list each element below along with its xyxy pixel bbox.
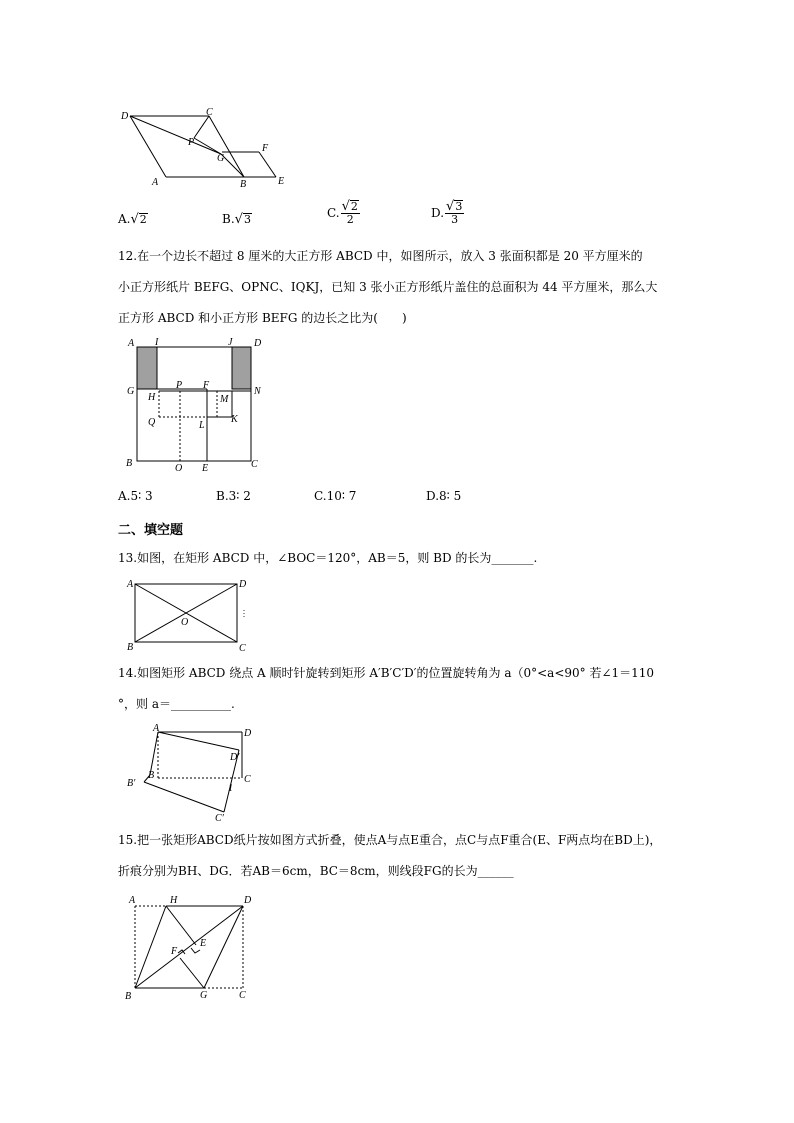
fig15-label-h: H xyxy=(170,895,178,906)
q15-answer-blank[interactable]: ______ xyxy=(477,864,514,878)
fig14-label-b-prime: B′ xyxy=(127,778,136,789)
fig15-label-e: E xyxy=(200,938,207,949)
q15-figure xyxy=(118,888,268,1003)
q14-line-2: °，则 a＝__________. xyxy=(118,697,235,711)
q11-option-b: B. √ 3 xyxy=(222,211,251,227)
fig12-label-a: A xyxy=(128,338,135,349)
q13-text: 13.如图，在矩形 ABCD 中，∠BOC＝120°，AB＝5，则 BD 的长为_______. xyxy=(118,551,538,565)
q14-answer-blank[interactable]: __________ xyxy=(170,697,231,711)
fig14-label-angle-1: 1 xyxy=(228,783,233,794)
fig13-label-b: B xyxy=(127,642,134,653)
q12-option-d: D.8∶ 5 xyxy=(426,489,462,503)
fig15-label-a: A xyxy=(129,895,136,906)
q14-line-1: 14.如图矩形 ABCD 绕点 A 顺时针旋转到矩形 A′B′C′D′的位置旋转角为 a（0°<a<90° 若∠1＝110 xyxy=(118,666,655,680)
fig14-label-d: D xyxy=(244,728,252,739)
fig12-label-g: G xyxy=(127,386,135,397)
fig11-label-a: A xyxy=(152,177,159,188)
q12-line-3: 正方形 ABCD 和小正方形 BEFG 的边长之比为( ) xyxy=(118,311,407,325)
fig12-label-c: C xyxy=(251,459,258,470)
fig12-label-p: P xyxy=(176,380,183,391)
fig11-label-c: C xyxy=(206,107,213,118)
fig11-label-p: P xyxy=(188,137,195,148)
q12-option-a: A.5∶ 3 xyxy=(118,489,153,503)
fig11-label-e: E xyxy=(278,176,285,187)
q15-line-1: 15.把一张矩形ABCD纸片按如图方式折叠，使点A与点E重合，点C与点F重合(E、F两点均在BD上)， xyxy=(118,833,662,847)
fig15-label-f: F xyxy=(171,946,178,957)
fig15-label-c: C xyxy=(239,990,246,1001)
q11-option-d: D. √ 3 3 xyxy=(431,199,463,226)
fig12-label-l: L xyxy=(199,420,205,431)
fig15-label-b: B xyxy=(125,991,132,1002)
fig12-label-o: O xyxy=(175,463,183,474)
q11-option-c: C. √ 2 2 xyxy=(327,199,358,226)
fig12-label-h: H xyxy=(148,392,156,403)
q11-option-a: A. √ 2 xyxy=(118,211,147,227)
fig14-label-c: C xyxy=(244,774,251,785)
fig15-label-d: D xyxy=(244,895,252,906)
fig12-label-d: D xyxy=(254,338,262,349)
fig11-label-g: G xyxy=(217,153,225,164)
fig11-label-f: F xyxy=(262,143,269,154)
fig13-label-o: O xyxy=(181,617,189,628)
fig12-label-n: N xyxy=(254,386,261,397)
q12-line-2: 小正方形纸片 BEFG、OPNC、IQKJ，已知 3 张小正方形纸片盖住的总面积为 44 平方厘米，那么大 xyxy=(118,280,658,294)
q13-figure xyxy=(118,572,258,656)
q12-line-1: 12.在一个边长不超过 8 厘米的大正方形 ABCD 中，如图所示，放入 3 张面积都是 20 平方厘米的 xyxy=(118,249,643,263)
q12-figure xyxy=(118,335,278,475)
q13-answer-blank[interactable]: _______ xyxy=(491,551,534,565)
fig12-label-i: I xyxy=(155,337,159,348)
fig12-label-k: K xyxy=(231,414,238,425)
fig14-label-c-prime: C′ xyxy=(215,813,224,824)
q12-option-c: C.10∶ 7 xyxy=(314,489,357,503)
q15-line-2: 折痕分别为BH、DG．若AB＝6cm，BC＝8cm，则线段FG的长为______ xyxy=(118,864,514,878)
fig11-label-b: B xyxy=(240,179,247,190)
fig12-label-j: J xyxy=(228,337,233,348)
section-fill-in-blank-title: 二、填空题 xyxy=(118,523,184,538)
fig11-label-d: D xyxy=(121,111,129,122)
fig14-label-d-prime: D′ xyxy=(230,752,240,763)
fig14-label-a: A xyxy=(153,723,160,734)
fig12-label-b: B xyxy=(126,458,133,469)
q14-figure xyxy=(118,720,268,825)
fig12-label-e: E xyxy=(202,463,209,474)
fig13-label-c: C xyxy=(239,643,246,654)
q11-figure xyxy=(110,105,310,190)
fig15-label-g: G xyxy=(200,990,208,1001)
fig13-label-d: D xyxy=(239,579,247,590)
fig14-label-b: B xyxy=(148,770,155,781)
fig12-label-q: Q xyxy=(148,417,156,428)
fig12-label-m: M xyxy=(220,394,229,405)
q12-option-b: B.3∶ 2 xyxy=(216,489,251,503)
fig13-label-a: A xyxy=(127,579,134,590)
fig12-label-f: F xyxy=(203,380,210,391)
